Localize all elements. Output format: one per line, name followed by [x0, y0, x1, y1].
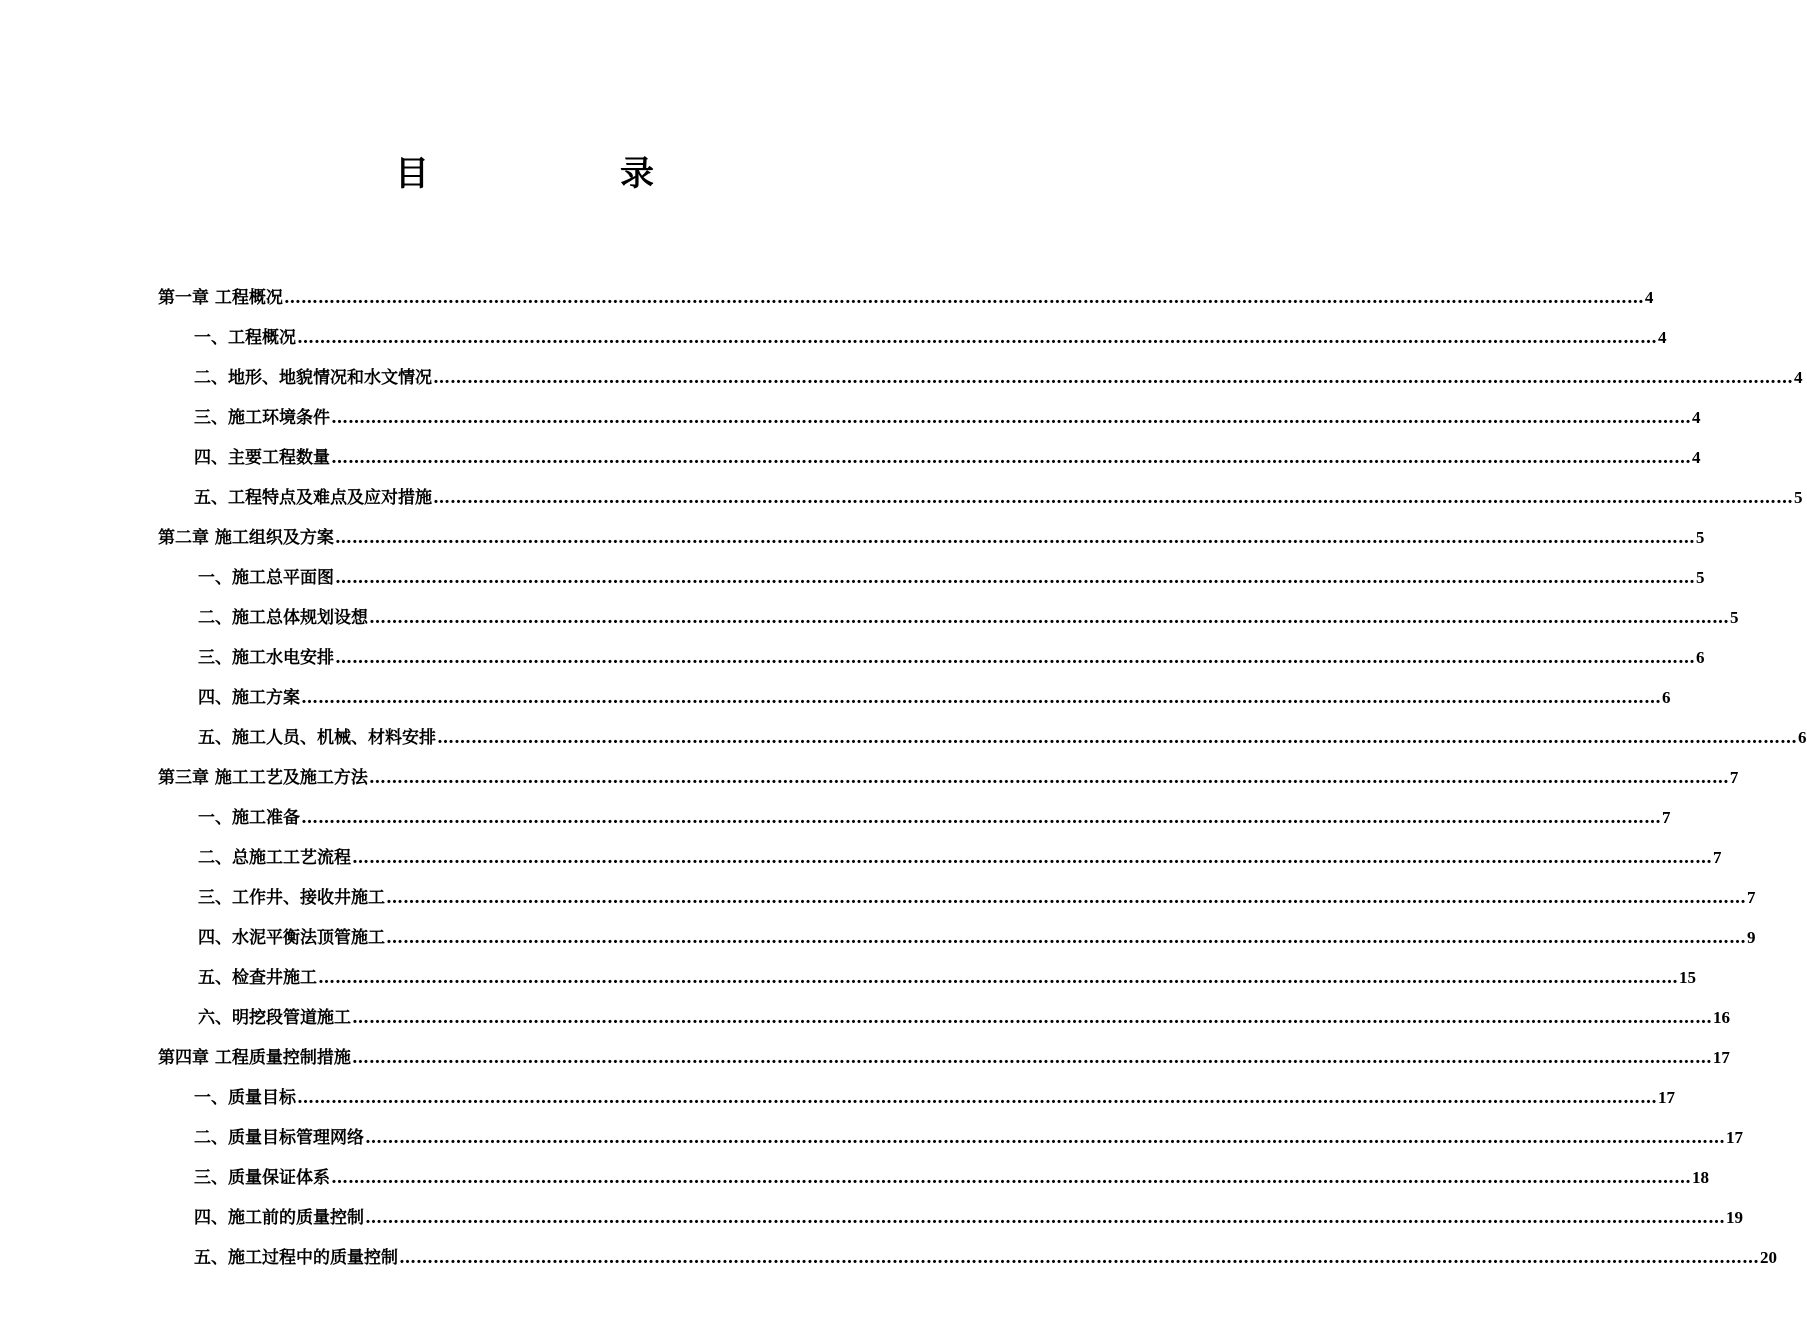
toc-page-number: 5 [1730, 608, 1739, 627]
toc-dot-leader: …………………………………………………………………………………………………………………………………………………………………………………………………………………… [331, 448, 1691, 468]
toc-dot-leader: …………………………………………………………………………………………………………………………………………………………………………………………………………………… [351, 1048, 1712, 1068]
toc-item[interactable] [194, 1160, 1709, 1190]
title-char-2: 录 [620, 154, 654, 194]
toc-label: 四、主要工程数量 [194, 448, 330, 468]
toc-item[interactable] [194, 480, 1803, 510]
toc-label: 五、检查井施工 [198, 968, 317, 988]
toc-item[interactable] [198, 880, 1756, 910]
toc-page-number: 4 [1644, 288, 1654, 307]
toc-item[interactable] [194, 1240, 1777, 1270]
toc-label: 二、质量目标管理网络 [194, 1128, 364, 1148]
toc-item[interactable] [198, 720, 1807, 750]
toc-item[interactable] [194, 400, 1701, 430]
toc-item[interactable] [198, 800, 1671, 830]
toc-label: 二、总施工工艺流程 [198, 848, 351, 868]
toc-label: 三、施工环境条件 [194, 408, 330, 428]
title-char-1: 目 [395, 154, 429, 194]
toc-chapter-1[interactable] [158, 280, 1654, 310]
toc-item[interactable] [194, 1120, 1743, 1150]
toc-label: 一、工程概况 [194, 328, 296, 348]
toc-label: 一、施工准备 [198, 808, 300, 828]
toc-item[interactable] [194, 320, 1667, 350]
toc-page-number: 6 [1662, 688, 1671, 707]
toc-dot-leader: …………………………………………………………………………………………………………………………………………………………………………………………………………………… [386, 928, 1746, 948]
toc-page-number: 5 [1696, 568, 1705, 587]
toc-label: 第三章 施工工艺及施工方法 [158, 768, 368, 788]
toc-dot-leader: …………………………………………………………………………………………………………………………………………………………………………………………………………………… [301, 688, 1661, 708]
toc-dot-leader: …………………………………………………………………………………………………………………………………………………………………………………………………………………… [365, 1128, 1725, 1148]
toc-item[interactable] [198, 960, 1696, 990]
toc-item[interactable] [198, 840, 1722, 870]
toc-dot-leader: …………………………………………………………………………………………………………………………………………………………………………………………………………………… [331, 408, 1691, 428]
toc-item[interactable] [198, 920, 1756, 950]
toc-label: 二、施工总体规划设想 [198, 608, 368, 628]
toc-dot-leader: …………………………………………………………………………………………………………………………………………………………………………………………………………………… [297, 328, 1657, 348]
toc-label: 三、质量保证体系 [194, 1168, 330, 1188]
toc-page-number: 5 [1794, 488, 1803, 507]
toc-dot-leader: …………………………………………………………………………………………………………………………………………………………………………………………………………………… [365, 1208, 1725, 1228]
toc-dot-leader: …………………………………………………………………………………………………………………………………………………………………………………………………………………… [334, 528, 1695, 548]
toc-page-number: 5 [1695, 528, 1705, 547]
toc-label: 五、施工过程中的质量控制 [194, 1248, 398, 1268]
toc-dot-leader: …………………………………………………………………………………………………………………………………………………………………………………………………………………… [352, 1008, 1712, 1028]
toc-page-number: 19 [1726, 1208, 1743, 1227]
page-title [0, 152, 950, 202]
toc-dot-leader: …………………………………………………………………………………………………………………………………………………………………………………………………………………… [331, 1168, 1691, 1188]
toc-dot-leader: …………………………………………………………………………………………………………………………………………………………………………………………………………………… [368, 768, 1729, 788]
toc-dot-leader: …………………………………………………………………………………………………………………………………………………………………………………………………………………… [283, 288, 1644, 308]
toc-page-number: 6 [1798, 728, 1807, 747]
toc-chapter-4[interactable] [158, 1040, 1730, 1070]
toc-dot-leader: …………………………………………………………………………………………………………………………………………………………………………………………………………………… [437, 728, 1797, 748]
toc-page-number: 7 [1713, 848, 1722, 867]
toc-label: 四、水泥平衡法顶管施工 [198, 928, 385, 948]
toc-page-number: 16 [1713, 1008, 1730, 1027]
toc-label: 第四章 工程质量控制措施 [158, 1048, 351, 1068]
toc-page-number: 17 [1658, 1088, 1675, 1107]
toc-label: 三、施工水电安排 [198, 648, 334, 668]
toc-label: 四、施工方案 [198, 688, 300, 708]
toc-item[interactable] [198, 600, 1739, 630]
toc-page-number: 20 [1760, 1248, 1777, 1267]
toc-dot-leader: …………………………………………………………………………………………………………………………………………………………………………………………………………………… [369, 608, 1729, 628]
toc-label: 一、质量目标 [194, 1088, 296, 1108]
toc-label: 一、施工总平面图 [198, 568, 334, 588]
toc-label: 六、明挖段管道施工 [198, 1008, 351, 1028]
toc-label: 四、施工前的质量控制 [194, 1208, 364, 1228]
toc-item[interactable] [194, 360, 1803, 390]
toc-label: 第二章 施工组织及方案 [158, 528, 334, 548]
toc-item[interactable] [194, 1080, 1675, 1110]
toc-dot-leader: …………………………………………………………………………………………………………………………………………………………………………………………………………………… [318, 968, 1678, 988]
toc-page-number: 7 [1747, 888, 1756, 907]
toc-page-number: 18 [1692, 1168, 1709, 1187]
toc-dot-leader: …………………………………………………………………………………………………………………………………………………………………………………………………………………… [386, 888, 1746, 908]
toc-page-number: 4 [1658, 328, 1667, 347]
toc-label: 三、工作井、接收井施工 [198, 888, 385, 908]
toc-page-number: 6 [1696, 648, 1705, 667]
toc-dot-leader: …………………………………………………………………………………………………………………………………………………………………………………………………………………… [335, 568, 1695, 588]
toc-page-number: 7 [1662, 808, 1671, 827]
toc-item[interactable] [198, 680, 1671, 710]
toc-dot-leader: …………………………………………………………………………………………………………………………………………………………………………………………………………………… [433, 488, 1793, 508]
toc-dot-leader: …………………………………………………………………………………………………………………………………………………………………………………………………………………… [335, 648, 1695, 668]
toc-page-number: 7 [1729, 768, 1739, 787]
toc-dot-leader: …………………………………………………………………………………………………………………………………………………………………………………………………………………… [297, 1088, 1657, 1108]
toc-page-number: 17 [1712, 1048, 1730, 1067]
toc-dot-leader: …………………………………………………………………………………………………………………………………………………………………………………………………………………… [433, 368, 1793, 388]
toc-chapter-3[interactable] [158, 760, 1739, 790]
toc-page-number: 9 [1747, 928, 1756, 947]
toc-page-number: 4 [1692, 408, 1701, 427]
toc-label: 第一章 工程概况 [158, 288, 283, 308]
toc-item[interactable] [198, 560, 1705, 590]
toc-item[interactable] [194, 440, 1701, 470]
toc-label: 五、工程特点及难点及应对措施 [194, 488, 432, 508]
toc-page-number: 4 [1794, 368, 1803, 387]
toc-page-number: 15 [1679, 968, 1696, 987]
toc-page-number: 17 [1726, 1128, 1743, 1147]
toc-label: 二、地形、地貌情况和水文情况 [194, 368, 432, 388]
toc-item[interactable] [194, 1200, 1743, 1230]
toc-label: 五、施工人员、机械、材料安排 [198, 728, 436, 748]
toc-item[interactable] [198, 1000, 1730, 1030]
toc-dot-leader: …………………………………………………………………………………………………………………………………………………………………………………………………………………… [399, 1248, 1759, 1268]
toc-item[interactable] [198, 640, 1705, 670]
toc-dot-leader: …………………………………………………………………………………………………………………………………………………………………………………………………………………… [352, 848, 1712, 868]
toc-chapter-2[interactable] [158, 520, 1705, 550]
toc-page-number: 4 [1692, 448, 1701, 467]
toc-dot-leader: …………………………………………………………………………………………………………………………………………………………………………………………………………………… [301, 808, 1661, 828]
